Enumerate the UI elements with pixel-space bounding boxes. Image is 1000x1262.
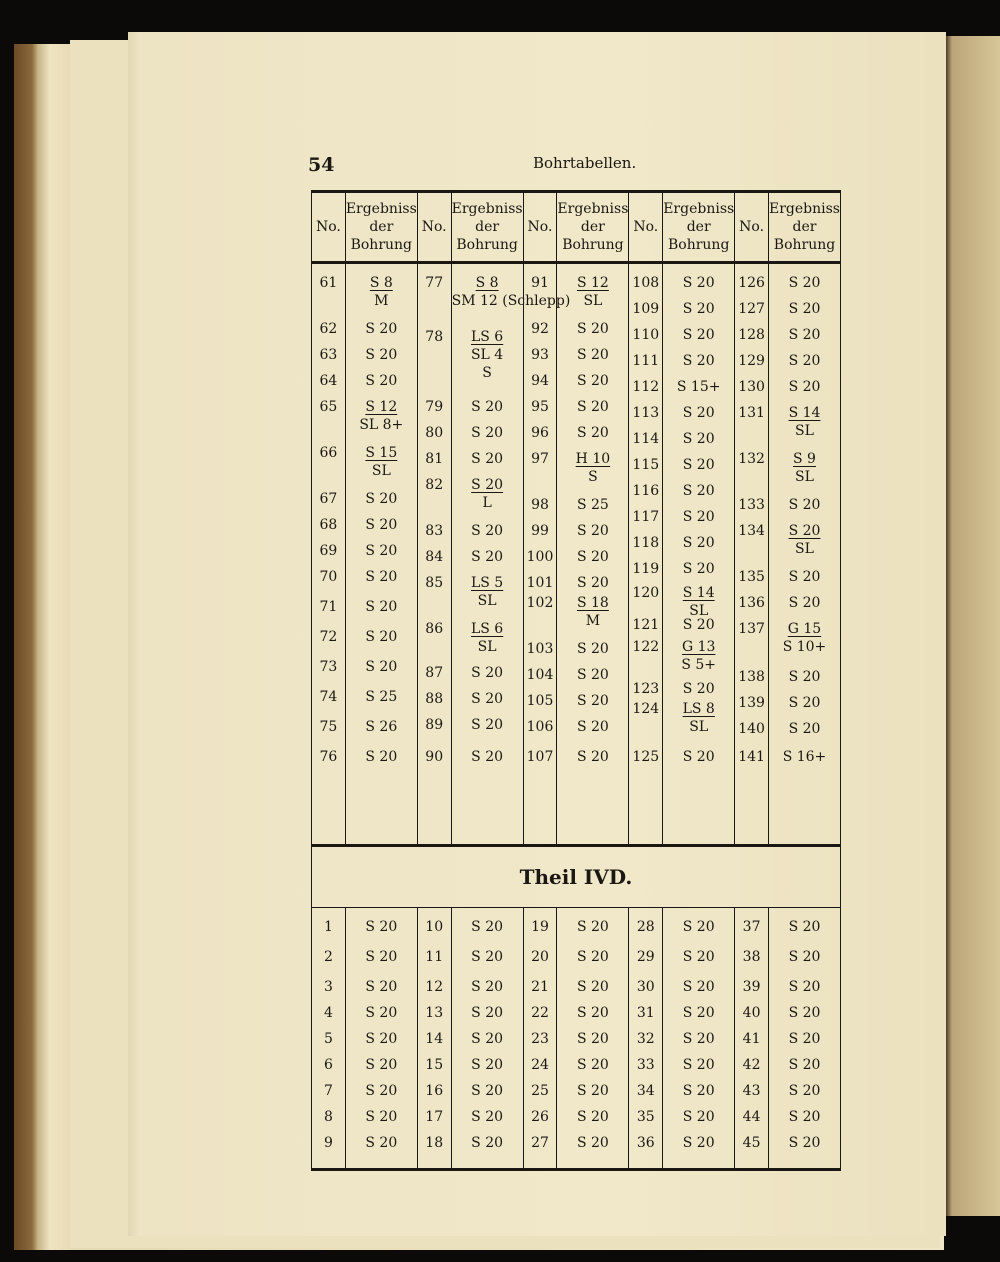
result-column: [663, 908, 734, 1168]
bore-result: S 20 L: [471, 477, 504, 511]
bore-result: S 20: [576, 575, 609, 591]
bore-number: 96: [531, 425, 549, 441]
bore-number: 109: [632, 301, 660, 317]
bore-number: 76: [319, 749, 338, 765]
header-no: No.: [523, 192, 557, 263]
bore-number: 67: [319, 491, 338, 507]
bore-result: S 20: [365, 1005, 398, 1021]
bore-number: 135: [738, 569, 765, 585]
result-column: [346, 264, 417, 844]
bore-result: S 20: [788, 327, 821, 343]
bore-result: S 20: [576, 1005, 609, 1021]
table-header: [312, 192, 841, 263]
bore-result: S 20: [788, 949, 821, 965]
bore-result: S 20: [788, 595, 821, 611]
bore-result: S 20: [576, 719, 609, 735]
bore-number: 117: [632, 509, 660, 525]
bore-number: 29: [636, 949, 655, 965]
bore-result: S 20: [576, 321, 609, 337]
bore-number: 133: [738, 497, 765, 513]
bore-result: S 8 SM 12 (Schlepp): [451, 275, 571, 309]
bore-result: S 16+: [782, 749, 827, 765]
bore-number: 95: [531, 399, 549, 415]
bore-number: 125: [632, 749, 660, 765]
bore-result: S 20: [365, 949, 398, 965]
bore-result: S 20: [682, 749, 715, 765]
bore-result: S 20: [365, 517, 398, 533]
bore-result: S 20: [682, 353, 715, 369]
result-column: [663, 264, 734, 844]
bore-result: S 18 M: [576, 595, 609, 629]
bore-result: S 20: [576, 919, 609, 935]
bore-number: 105: [526, 693, 554, 709]
bore-result: S 20: [682, 483, 715, 499]
bore-result: S 20: [576, 373, 609, 389]
bore-result: S 20: [682, 327, 715, 343]
bore-result: S 20: [471, 949, 504, 965]
bore-result: S 20: [576, 749, 609, 765]
bore-number: 139: [738, 695, 765, 711]
bore-number: 30: [636, 979, 655, 995]
bore-result: G 13 S 5+: [681, 639, 717, 673]
bore-result: S 20: [682, 535, 715, 551]
header-ergebnis: Ergebniss der Bohrung: [451, 192, 523, 263]
bore-number: 103: [526, 641, 554, 657]
bore-result: S 26: [365, 719, 398, 735]
bore-number: 86: [425, 621, 444, 637]
bore-number: 33: [636, 1057, 655, 1073]
bore-number: 28: [636, 919, 655, 935]
result-column: [769, 908, 840, 1168]
bore-result: S 20: [682, 509, 715, 525]
bore-result: S 20: [682, 949, 715, 965]
bore-result: S 20: [576, 1057, 609, 1073]
bore-result: S 20 SL: [788, 523, 821, 557]
bore-number: 129: [738, 353, 765, 369]
bore-result: S 20: [576, 1031, 609, 1047]
bore-result: S 20: [365, 919, 398, 935]
bore-result: S 20: [682, 457, 715, 473]
result-column: [557, 908, 628, 1168]
bore-number: 121: [632, 617, 660, 633]
bore-result: S 20: [471, 979, 504, 995]
bore-number: 70: [319, 569, 338, 585]
bore-number: 108: [632, 275, 660, 291]
bore-result: S 20: [788, 1031, 821, 1047]
result-column: [452, 908, 523, 1168]
bore-number: 39: [742, 979, 761, 995]
bore-number: 37: [742, 919, 761, 935]
bore-number: 4: [323, 1005, 333, 1021]
bore-number: 61: [319, 275, 338, 291]
no-column: [418, 264, 451, 844]
bore-result: S 20: [365, 543, 398, 559]
bore-result: S 20: [682, 405, 715, 421]
bore-number: 106: [526, 719, 554, 735]
bore-result: S 20: [471, 1135, 504, 1151]
bore-number: 102: [526, 595, 554, 611]
bore-result: S 20: [576, 523, 609, 539]
bore-number: 90: [425, 749, 444, 765]
bore-result: S 14 SL: [682, 585, 715, 619]
bore-result: S 20: [682, 1057, 715, 1073]
bore-result: S 20: [788, 353, 821, 369]
bore-number: 73: [319, 659, 338, 675]
header-no: No.: [417, 192, 451, 263]
bore-number: 17: [425, 1109, 444, 1125]
bore-result: S 20: [365, 629, 398, 645]
bore-number: 141: [738, 749, 765, 765]
no-column: [312, 908, 345, 1168]
bore-number: 134: [738, 523, 765, 539]
bore-number: 24: [531, 1057, 549, 1073]
bore-number: 35: [636, 1109, 655, 1125]
bore-result: S 20: [682, 1109, 715, 1125]
bore-number: 44: [742, 1109, 761, 1125]
header-ergebnis: Ergebniss der Bohrung: [345, 192, 417, 263]
page-number: 54: [308, 154, 335, 176]
bore-result: S 20: [682, 275, 715, 291]
running-head: Bohrtabellen.: [533, 154, 637, 172]
bore-result: S 20: [576, 979, 609, 995]
bore-number: 120: [632, 585, 660, 601]
bore-number: 6: [323, 1057, 333, 1073]
bore-result: S 20: [471, 523, 504, 539]
bore-result: S 20: [576, 949, 609, 965]
bore-result: S 20: [576, 1083, 609, 1099]
bore-number: 10: [425, 919, 444, 935]
bore-result: S 15 SL: [365, 445, 398, 479]
bore-number: 15: [425, 1057, 444, 1073]
bore-number: 71: [319, 599, 338, 615]
bore-number: 26: [531, 1109, 549, 1125]
bore-number: 130: [738, 379, 765, 395]
bore-result: S 20: [365, 1083, 398, 1099]
bore-number: 112: [632, 379, 660, 395]
bore-result: S 20: [682, 301, 715, 317]
bore-result: S 20: [682, 681, 715, 697]
bore-result: S 20: [471, 1057, 504, 1073]
bore-number: 140: [738, 721, 765, 737]
bore-result: S 20: [788, 1083, 821, 1099]
no-column: [312, 264, 345, 844]
bore-result: S 20: [682, 919, 715, 935]
bore-number: 63: [319, 347, 338, 363]
bore-number: 94: [531, 373, 549, 389]
bore-number: 87: [425, 665, 444, 681]
bore-number: 75: [319, 719, 338, 735]
bore-number: 1: [323, 919, 333, 935]
bore-result: S 20: [682, 1005, 715, 1021]
bore-result: S 20: [788, 1057, 821, 1073]
bore-number: 118: [632, 535, 660, 551]
bore-result: S 20: [471, 665, 504, 681]
bore-number: 14: [425, 1031, 444, 1047]
facing-page-edge: [946, 36, 1000, 1216]
bore-result: S 20: [471, 749, 504, 765]
table-body-part-1: [312, 263, 841, 846]
bore-result: S 14 SL: [788, 405, 821, 439]
bore-result: S 20: [365, 347, 398, 363]
bore-number: 69: [319, 543, 338, 559]
bore-number: 92: [531, 321, 549, 337]
bore-result: S 20: [682, 1031, 715, 1047]
bore-result: S 20: [788, 275, 821, 291]
bore-number: 127: [738, 301, 765, 317]
bore-result: S 20: [471, 425, 504, 441]
result-column: [769, 264, 840, 844]
bore-result: S 20: [788, 669, 821, 685]
bore-result: S 20: [682, 617, 715, 633]
bore-result: S 20: [576, 693, 609, 709]
bore-number: 40: [742, 1005, 761, 1021]
bore-result: S 20: [365, 373, 398, 389]
bore-result: S 20: [788, 979, 821, 995]
bore-result: S 20: [788, 301, 821, 317]
no-column: [629, 264, 662, 844]
bore-number: 42: [742, 1057, 761, 1073]
bore-number: 115: [632, 457, 660, 473]
borehole-table: [311, 190, 841, 1171]
bore-result: H 10 S: [575, 451, 611, 485]
table-body-part-2: [312, 908, 841, 1170]
bore-number: 64: [319, 373, 338, 389]
bore-number: 65: [319, 399, 338, 415]
bore-number: 84: [425, 549, 444, 565]
bore-result: S 20: [788, 569, 821, 585]
bore-result: S 20: [576, 641, 609, 657]
bore-result: S 20: [365, 599, 398, 615]
bore-number: 100: [526, 549, 554, 565]
bore-result: S 20: [788, 919, 821, 935]
bore-result: S 20: [788, 497, 821, 513]
bore-number: 22: [531, 1005, 549, 1021]
bore-number: 137: [738, 621, 765, 637]
header-no: No.: [735, 192, 769, 263]
bore-result: S 20: [471, 399, 504, 415]
bore-result: S 20: [788, 379, 821, 395]
bore-result: S 25: [365, 689, 398, 705]
bore-number: 114: [632, 431, 660, 447]
bore-result: S 20: [365, 569, 398, 585]
bore-number: 21: [531, 979, 549, 995]
bore-number: 104: [526, 667, 554, 683]
bore-result: S 20: [576, 667, 609, 683]
bore-result: S 20: [365, 659, 398, 675]
bore-result: S 20: [471, 1083, 504, 1099]
bore-result: S 20: [365, 321, 398, 337]
result-column: [346, 908, 417, 1168]
bore-number: 89: [425, 717, 444, 733]
result-column: [557, 264, 628, 844]
bore-number: 99: [531, 523, 549, 539]
bore-number: 83: [425, 523, 444, 539]
bore-number: 8: [323, 1109, 333, 1125]
bore-number: 138: [738, 669, 765, 685]
bore-result: LS 6 SL 4 S: [470, 329, 504, 381]
no-column: [629, 908, 662, 1168]
bore-result: S 20: [682, 431, 715, 447]
bore-result: S 20: [365, 491, 398, 507]
bore-number: 124: [632, 701, 660, 717]
bore-number: 123: [632, 681, 660, 697]
bore-number: 81: [425, 451, 444, 467]
bore-result: S 20: [471, 451, 504, 467]
bore-result: S 20: [365, 1057, 398, 1073]
bore-number: 43: [742, 1083, 761, 1099]
bore-result: S 20: [576, 1109, 609, 1125]
bore-result: G 15 S 10+: [782, 621, 827, 655]
bore-number: 77: [425, 275, 444, 291]
header-no: No.: [312, 192, 346, 263]
no-column: [524, 264, 557, 844]
bore-number: 82: [425, 477, 444, 493]
bore-result: S 20: [576, 399, 609, 415]
bore-result: LS 5 SL: [470, 575, 504, 609]
bore-number: 79: [425, 399, 444, 415]
bore-number: 62: [319, 321, 338, 337]
bore-number: 111: [632, 353, 660, 369]
bore-number: 93: [531, 347, 549, 363]
bore-result: S 20: [788, 1005, 821, 1021]
header-ergebnis: Ergebniss der Bohrung: [663, 192, 735, 263]
bore-result: S 20: [788, 695, 821, 711]
bore-result: S 20: [471, 919, 504, 935]
bore-number: 9: [323, 1135, 333, 1151]
bore-result: S 25: [576, 497, 609, 513]
bore-result: S 20: [788, 1135, 821, 1151]
section-heading-row: [312, 846, 841, 908]
bore-result: S 20: [365, 979, 398, 995]
bore-number: 126: [738, 275, 765, 291]
bore-result: S 20: [471, 1031, 504, 1047]
bore-number: 2: [323, 949, 333, 965]
bore-result: S 20: [471, 691, 504, 707]
bore-number: 88: [425, 691, 444, 707]
bore-result: S 20: [576, 549, 609, 565]
no-column: [418, 908, 451, 1168]
bore-number: 132: [738, 451, 765, 467]
bore-result: S 20: [576, 425, 609, 441]
bore-result: S 20: [365, 1109, 398, 1125]
bore-number: 101: [526, 575, 554, 591]
bore-result: S 20: [682, 561, 715, 577]
bore-number: 91: [531, 275, 549, 291]
bore-number: 11: [425, 949, 444, 965]
bore-number: 20: [531, 949, 549, 965]
no-column: [735, 908, 768, 1168]
bore-number: 66: [319, 445, 338, 461]
bore-number: 97: [531, 451, 549, 467]
bore-number: 107: [526, 749, 554, 765]
bore-result: S 20: [682, 1135, 715, 1151]
bore-result: LS 8 SL: [682, 701, 715, 735]
bore-number: 80: [425, 425, 444, 441]
bore-number: 13: [425, 1005, 444, 1021]
bore-result: S 20: [471, 549, 504, 565]
bore-number: 38: [742, 949, 761, 965]
bore-result: S 20: [471, 1109, 504, 1125]
bore-result: S 12 SL 8+: [359, 399, 404, 433]
bore-number: 5: [323, 1031, 333, 1047]
bore-number: 25: [531, 1083, 549, 1099]
bore-number: 128: [738, 327, 765, 343]
bore-result: S 20: [471, 1005, 504, 1021]
bore-number: 119: [632, 561, 660, 577]
bore-result: S 20: [576, 347, 609, 363]
bore-number: 131: [738, 405, 765, 421]
no-column: [524, 908, 557, 1168]
bore-number: 41: [742, 1031, 761, 1047]
bore-number: 116: [632, 483, 660, 499]
bore-result: S 20: [471, 717, 504, 733]
bore-number: 68: [319, 517, 338, 533]
bore-number: 3: [323, 979, 333, 995]
bore-number: 74: [319, 689, 338, 705]
bore-result: S 20: [788, 721, 821, 737]
bore-result: S 20: [682, 979, 715, 995]
bore-number: 72: [319, 629, 338, 645]
bore-number: 31: [636, 1005, 655, 1021]
bore-number: 7: [323, 1083, 333, 1099]
bore-number: 113: [632, 405, 660, 421]
bore-result: S 20: [576, 1135, 609, 1151]
bore-result: S 20: [365, 749, 398, 765]
bore-number: 34: [636, 1083, 655, 1099]
bore-number: 45: [742, 1135, 761, 1151]
bore-number: 78: [425, 329, 444, 345]
bore-number: 23: [531, 1031, 549, 1047]
bore-number: 19: [531, 919, 549, 935]
no-column: [735, 264, 768, 844]
bore-number: 85: [425, 575, 444, 591]
bore-number: 98: [531, 497, 549, 513]
section-title: Theil IVD.: [312, 846, 841, 908]
bore-number: 16: [425, 1083, 444, 1099]
bore-result: S 9 SL: [793, 451, 816, 485]
bore-number: 18: [425, 1135, 444, 1151]
bore-number: 36: [636, 1135, 655, 1151]
bore-number: 27: [531, 1135, 549, 1151]
bore-result: S 15+: [676, 379, 721, 395]
bore-result: S 20: [682, 1083, 715, 1099]
bore-result: S 12 SL: [576, 275, 609, 309]
bore-result: S 20: [788, 1109, 821, 1125]
header-ergebnis: Ergebniss der Bohrung: [769, 192, 841, 263]
bore-result: S 20: [365, 1135, 398, 1151]
bore-result: S 8 M: [369, 275, 393, 309]
header-ergebnis: Ergebniss der Bohrung: [557, 192, 629, 263]
bore-result: S 20: [365, 1031, 398, 1047]
header-no: No.: [629, 192, 663, 263]
bore-number: 32: [636, 1031, 655, 1047]
bore-number: 12: [425, 979, 444, 995]
bore-number: 122: [632, 639, 660, 655]
bore-result: LS 6 SL: [470, 621, 504, 655]
bore-number: 136: [738, 595, 765, 611]
bore-number: 110: [632, 327, 660, 343]
